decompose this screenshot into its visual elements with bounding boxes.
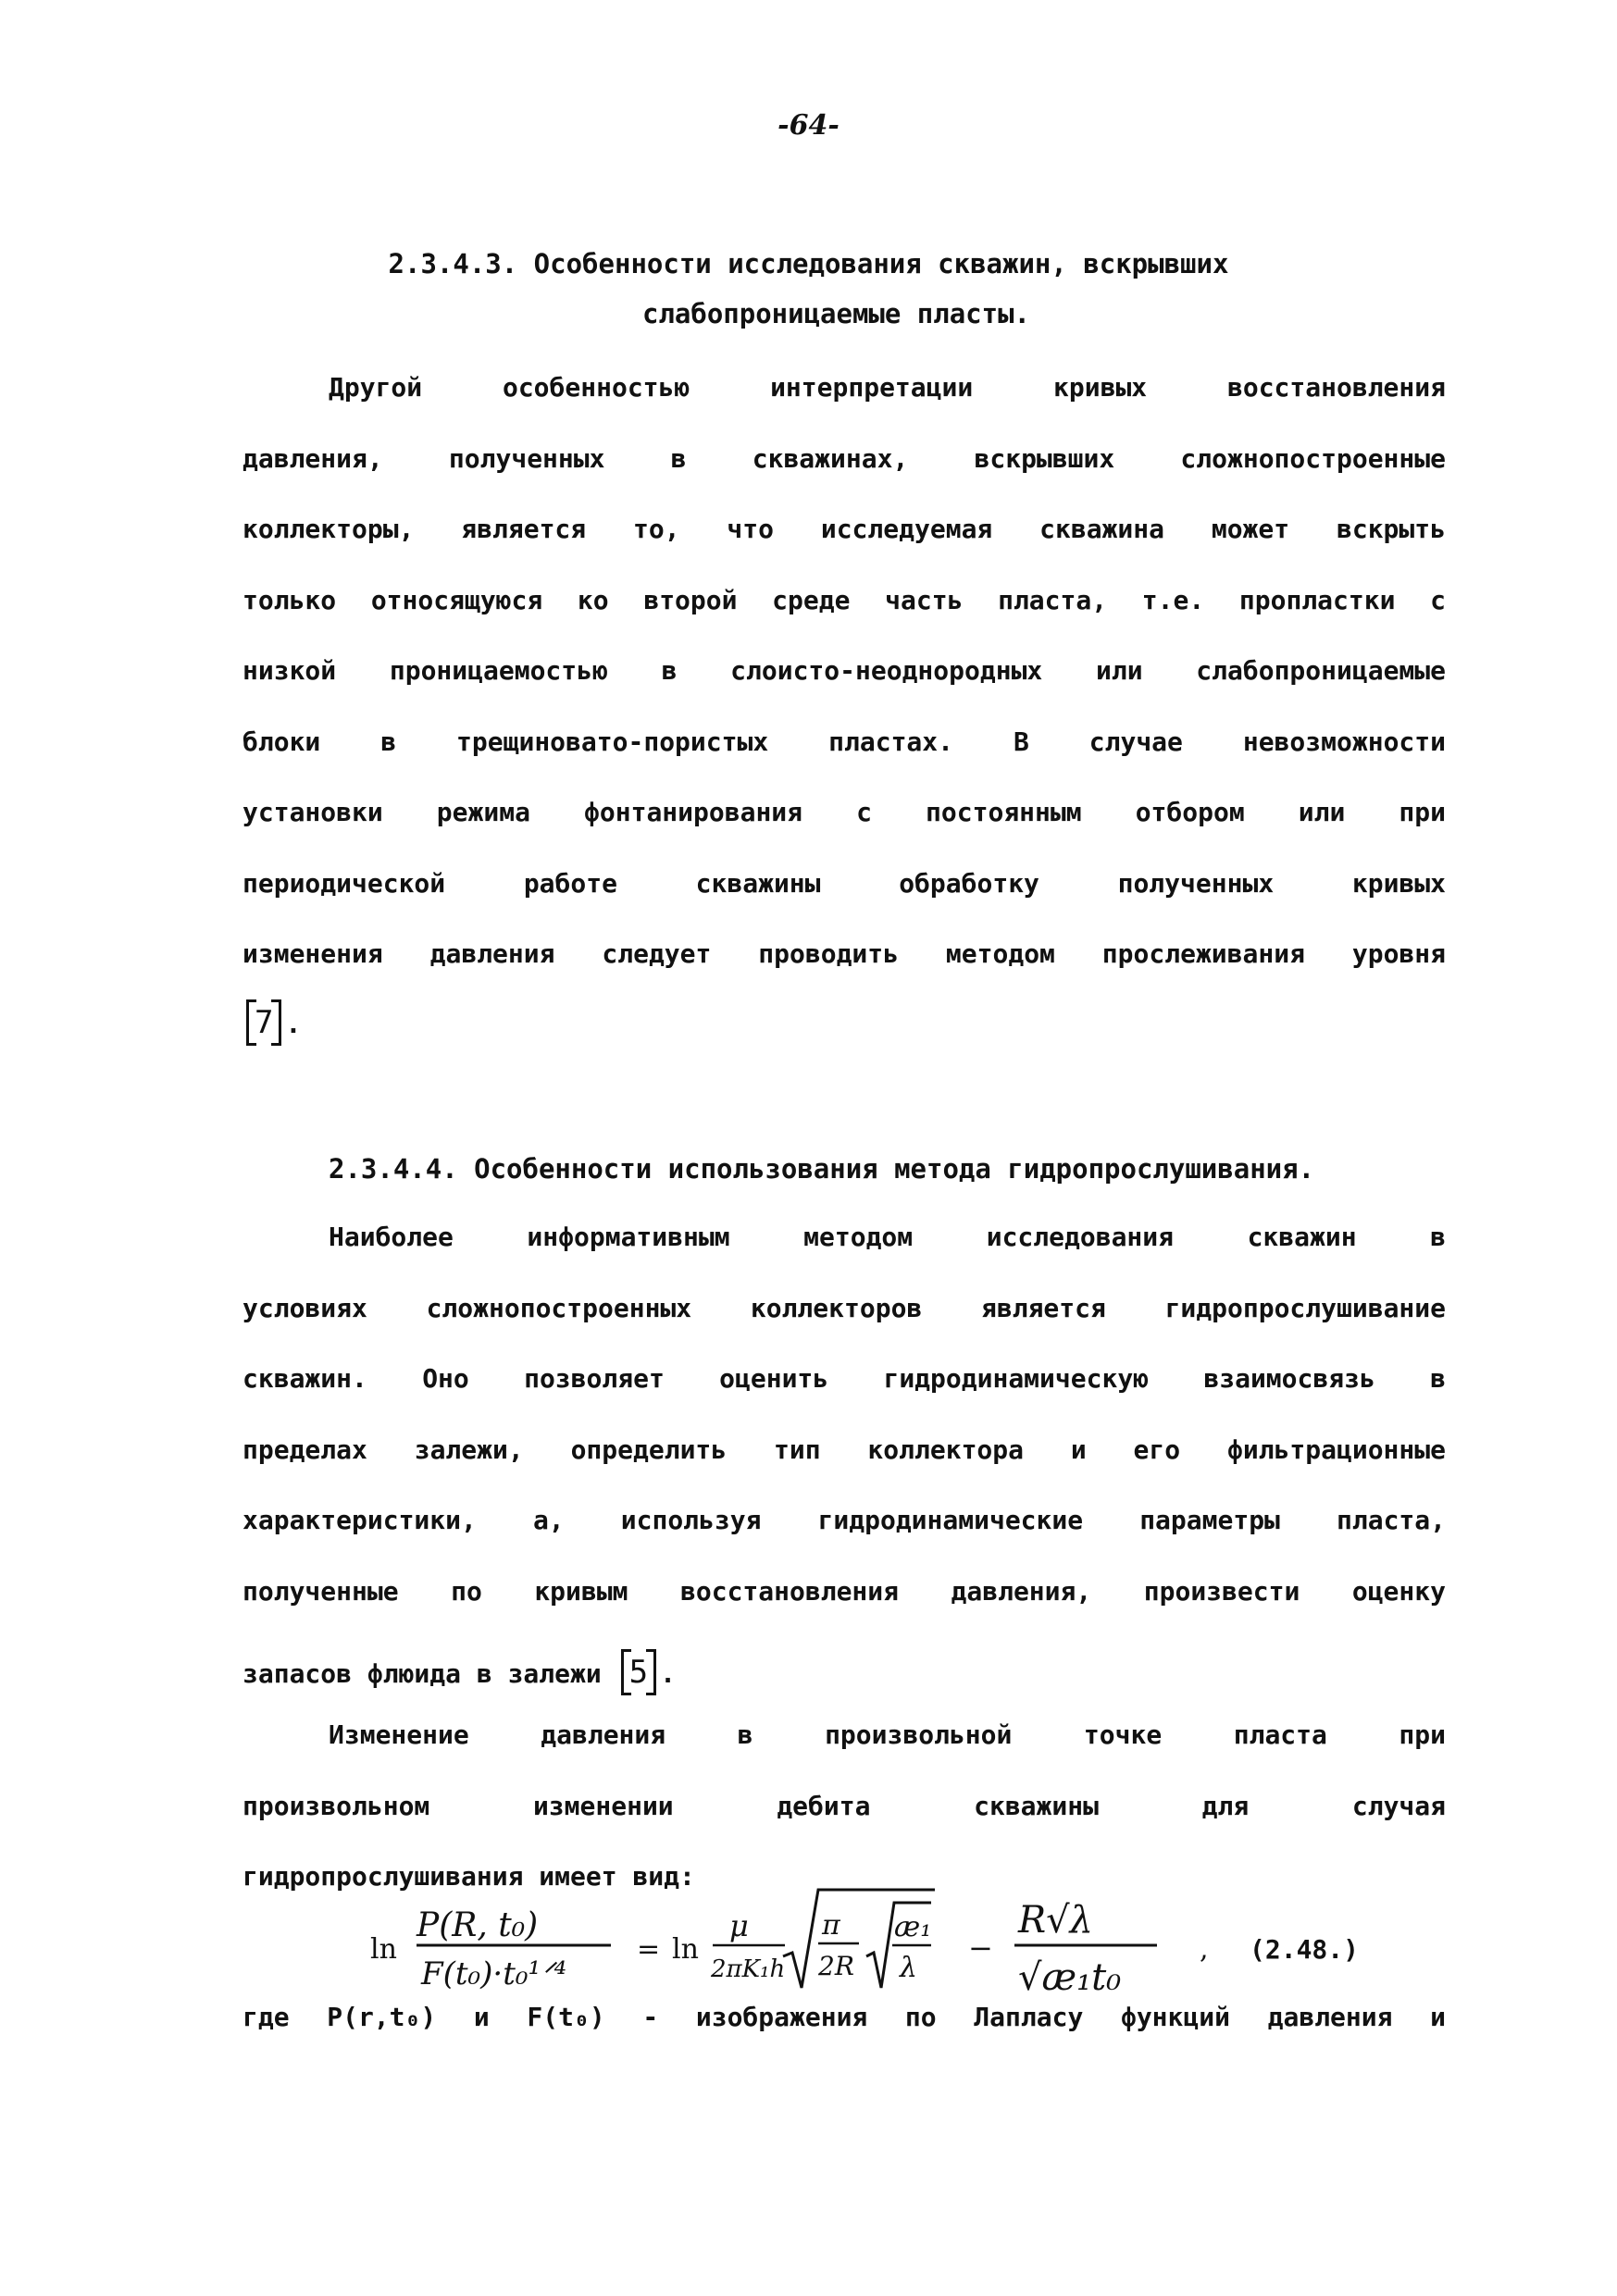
- eq-num-1: P(R, t₀): [417, 1906, 539, 1944]
- eq-minus: −: [968, 1930, 993, 1966]
- eq-comma: ,: [1200, 1933, 1209, 1966]
- text-line: установки режима фонтанирования с постоянным отбором или при: [243, 797, 1446, 827]
- citation-ref-7: 7: [246, 999, 281, 1046]
- section-heading-2-3-4-4: 2.3.4.4. Особенности использования метода гидропрослушивания.: [329, 1153, 1315, 1185]
- text-line: полученные по кривым восстановления давления, произвести оценку: [243, 1575, 1446, 1607]
- eq-pi-den: 2R: [818, 1951, 854, 1981]
- eq-ae-den: λ: [900, 1952, 918, 1984]
- text-line: Наиболее информативным методом исследования скважин в: [329, 1222, 1446, 1252]
- text-line: только относящуюся ко второй среде часть пласта, т.е. пропластки с: [243, 584, 1446, 615]
- eq-label: (2.48.): [1250, 1934, 1360, 1965]
- text-line: блоки в трещиновато-пористых пластах. В случае невозможности: [243, 726, 1446, 757]
- ref-tail: .: [285, 1009, 302, 1039]
- last-line-text: запасов флюида в залежи: [243, 1658, 602, 1689]
- section2-ref-line: [243, 1649, 1446, 1695]
- text-line: Другой особенностью интерпретации кривых восстановления: [329, 372, 1446, 403]
- page-number: -64-: [777, 109, 840, 142]
- text-line: коллекторы, является то, что исследуемая скважина может вскрыть: [243, 514, 1446, 544]
- trailing-line: где P(r,t₀) и F(t₀) - изображения по Лапласу функций давления и: [243, 2002, 1446, 2032]
- eq-den-3: √æ₁t₀: [1018, 1956, 1122, 1999]
- text-line: характеристики, а, используя гидродинамические параметры пласта,: [243, 1505, 1446, 1535]
- eq-pi-num: π: [822, 1909, 840, 1942]
- text-line: произвольном изменении дебита скважины для случая: [243, 1790, 1446, 1821]
- citation-ref-5: 5: [621, 1649, 656, 1695]
- eq-ln-1: ln: [370, 1933, 397, 1966]
- text-line: скважин. Оно позволяет оценить гидродинамическую взаимосвязь в: [243, 1363, 1446, 1394]
- eq-num-2: μ: [729, 1908, 749, 1943]
- text-line: давления, полученных в скважинах, вскрывших сложнопостроенные: [243, 442, 1446, 474]
- text-line: периодической работе скважины обработку полученных кривых: [243, 867, 1446, 899]
- eq-den-2: 2πK₁h: [711, 1955, 786, 1983]
- section-heading-2-3-4-3-cont: слабопроницаемые пласты.: [641, 298, 1031, 329]
- section-heading-2-3-4-3: 2.3.4.3. Особенности исследования скважин, вскрывших: [388, 248, 1229, 279]
- text-line: гидропрослушивания имеет вид:: [243, 1861, 695, 1892]
- text-line: изменения давления следует проводить методом прослеживания уровня: [243, 938, 1446, 969]
- ref-tail-2: .: [660, 1658, 676, 1689]
- eq-equals: =: [637, 1933, 661, 1966]
- eq-den-1: F(t₀)·t₀¹ᐟ⁴: [421, 1955, 567, 1992]
- text-line: условиях сложнопостроенных коллекторов является гидропрослушивание: [243, 1292, 1446, 1323]
- text-line: Изменение давления в произвольной точке пласта при: [329, 1719, 1446, 1750]
- equation-2-48: [0, 1869, 1617, 2008]
- eq-ae-num: æ₁: [894, 1911, 932, 1943]
- text-line: низкой проницаемостью в слоисто-неоднородных или слабопроницаемые: [243, 655, 1446, 686]
- section1-ref-line: [243, 999, 1446, 1046]
- text-line: пределах залежи, определить тип коллектора и его фильтрационные: [243, 1433, 1446, 1465]
- eq-ln-2: ln: [672, 1933, 699, 1966]
- eq-num-3: R√λ: [1018, 1899, 1093, 1942]
